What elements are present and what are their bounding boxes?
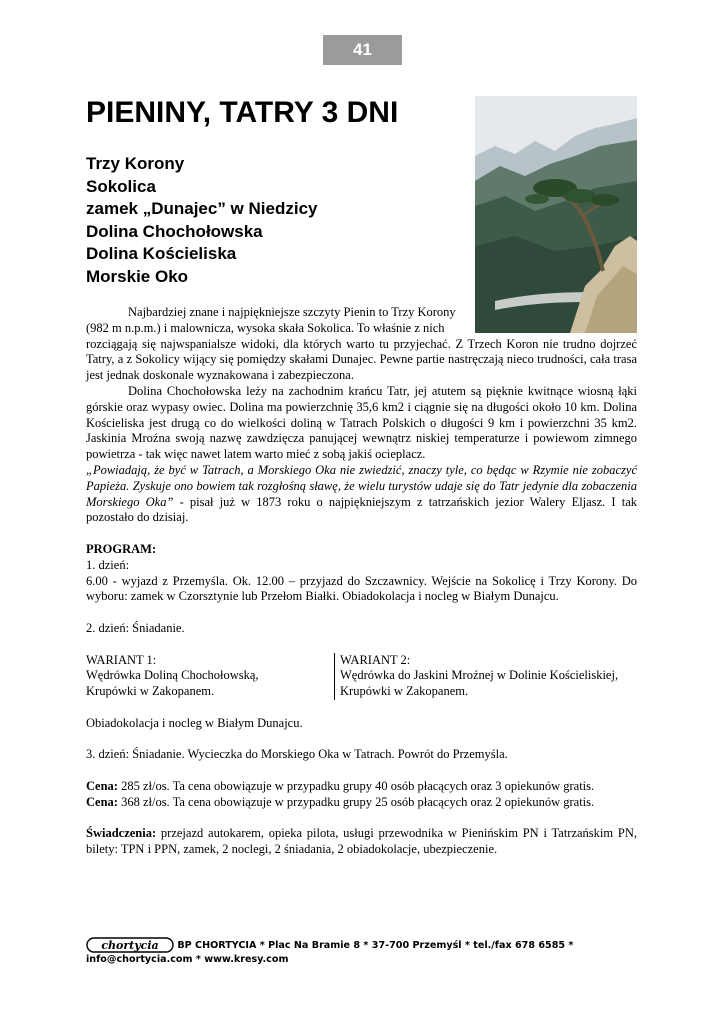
services-label: Świadczenia: — [86, 826, 157, 841]
quote-text: „Powiadają, że być w Tatrach, a Morskiego Oka nie zwiedzić, znaczy tyle, co będąc w Rzymie nie zobaczyć Papieża. Zyskuje ono bowiem tak rozgłośną sławę, że wielu turystów udaje się do Tatr jedynie dla zobaczenia Morskiego Oka” — [86, 462, 637, 509]
day1-label: 1. dzień: — [86, 557, 130, 572]
subtitle-item: Dolina Chochołowska — [86, 221, 263, 241]
program-heading: PROGRAM: — [86, 541, 157, 556]
subtitle-item: Sokolica — [86, 176, 156, 196]
mountain-pine-photo — [475, 96, 637, 333]
intro-line-2: (982 m n.p.m.) i malownicza, wysoka skała Sokolica. To właśnie z nich — [86, 320, 445, 335]
variant-1 — [86, 653, 334, 700]
services-text: przejazd autokarem, opieka pilota, usługi przewodnika w Pienińskim PN i Tatrzańskim PN, bilety: TPN i PPN, zamek, 2 noclegi, 2 śniadania, 2 obiadokolacje, ubezpieczenie. — [86, 826, 637, 857]
price-label: Cena: — [86, 794, 118, 809]
day2-text: 2. dzień: Śniadanie. — [86, 620, 185, 635]
footer-contact: BP CHORTYCIA * Plac Na Bramie 8 * 37-700 Przemyśl * tel./fax 678 6585 * info@chortycia.com * www.kresy.com — [86, 940, 574, 965]
variant-2-line: Wędrówka do Jaskini Mroźnej w Dolinie Kościeliskiej, — [340, 668, 619, 683]
subtitle-item: Morskie Oko — [86, 266, 189, 286]
page-title: PIENINY, TATRY 3 DNI — [86, 96, 399, 129]
subtitle-item: Trzy Korony — [86, 154, 185, 173]
variant-2 — [334, 653, 630, 700]
price-text: 285 zł/os. Ta cena obowiązuje w przypadku grupy 40 osób płacących oraz 3 opiekunów gratis. — [117, 778, 595, 793]
intro-line-1: Najbardziej znane i najpiękniejsze szczyty Pienin to Trzy Korony — [128, 305, 456, 319]
price-line — [86, 795, 637, 811]
subtitle-item: Dolina Kościeliska — [86, 244, 237, 263]
variant-1-label: WARIANT 1: — [86, 652, 157, 667]
variant-1-line: Wędrówka Doliną Chochołowską, — [86, 668, 259, 683]
variants-table — [86, 653, 637, 700]
subtitle-list — [86, 153, 317, 288]
intro-paragraph: rozciągają się najwspanialsze widoki, dla których warto tu przyjechać. Z Trzech Koron nie trudno dojrzeć Tatry, a z Sokolicy wijący się pomiędzy skałami Dunajec. Pewne partie nastręczają nieco trudności, cała trasa jest jednak doskonale wyznakowana i zabezpieczona. — [86, 336, 637, 383]
day3-text: 3. dzień: Śniadanie. Wycieczka do Morskiego Oka w Tatrach. Powrót do Przemyśla. — [86, 747, 508, 762]
day2-end-text: Obiadokolacja i nocleg w Białym Dunajcu. — [86, 715, 303, 730]
valleys-paragraph: Dolina Chochołowska leży na zachodnim krańcu Tatr, jej atutem są pięknie kwitnące wiosną łąki górskie oraz wypasy owiec. Dolina ma powierzchnię 35,6 km2 i ciągnie się na długości około 10 km. Dolina Kościeliska jest drugą co do wielkości doliną w Tatrach Polskich o długości 9 km i powierzchni 35 km2. Jaskinia Mroźna swoją nazwę zawdzięcza panującej wewnątrz niskiej temperaturze i powiewom zimnego powietrza - tak więc nawet latem warto mieć z sobą jakiś ocieplacz. — [86, 383, 637, 462]
day1-text: 6.00 - wyjazd z Przemyśla. Ok. 12.00 – przyjazd do Szczawnicy. Wejście na Sokolicę i Trzy Korony. Do wyboru: zamek w Czorsztynie lub Przełom Białki. Obiadokolacja i nocleg w Białym Dunajcu. — [86, 573, 637, 604]
price-text: 368 zł/os. Ta cena obowiązuje w przypadku grupy 25 osób płacących oraz 2 opiekunów gratis. — [117, 794, 595, 809]
variant-2-label: WARIANT 2: — [340, 652, 411, 667]
services-line — [86, 826, 637, 858]
quote-tail: - pisał już w 1873 roku o najpiękniejszym z tatrzańskich jezior Walery Eljasz. I tak pozostało do dzisiaj. — [86, 494, 637, 525]
page-number: 41 — [323, 35, 402, 65]
chortycia-logo — [86, 937, 174, 953]
price-label: Cena: — [86, 778, 118, 793]
logo-text: chortycia — [101, 939, 159, 952]
variant-2-line: Krupówki w Zakopanem. — [340, 684, 469, 699]
subtitle-item: zamek „Dunajec” w Niedzicy — [86, 199, 318, 218]
quote-paragraph — [86, 463, 637, 526]
footer — [86, 937, 637, 967]
price-line — [86, 779, 637, 795]
document-body — [86, 305, 637, 858]
variant-1-line: Krupówki w Zakopanem. — [86, 684, 215, 699]
